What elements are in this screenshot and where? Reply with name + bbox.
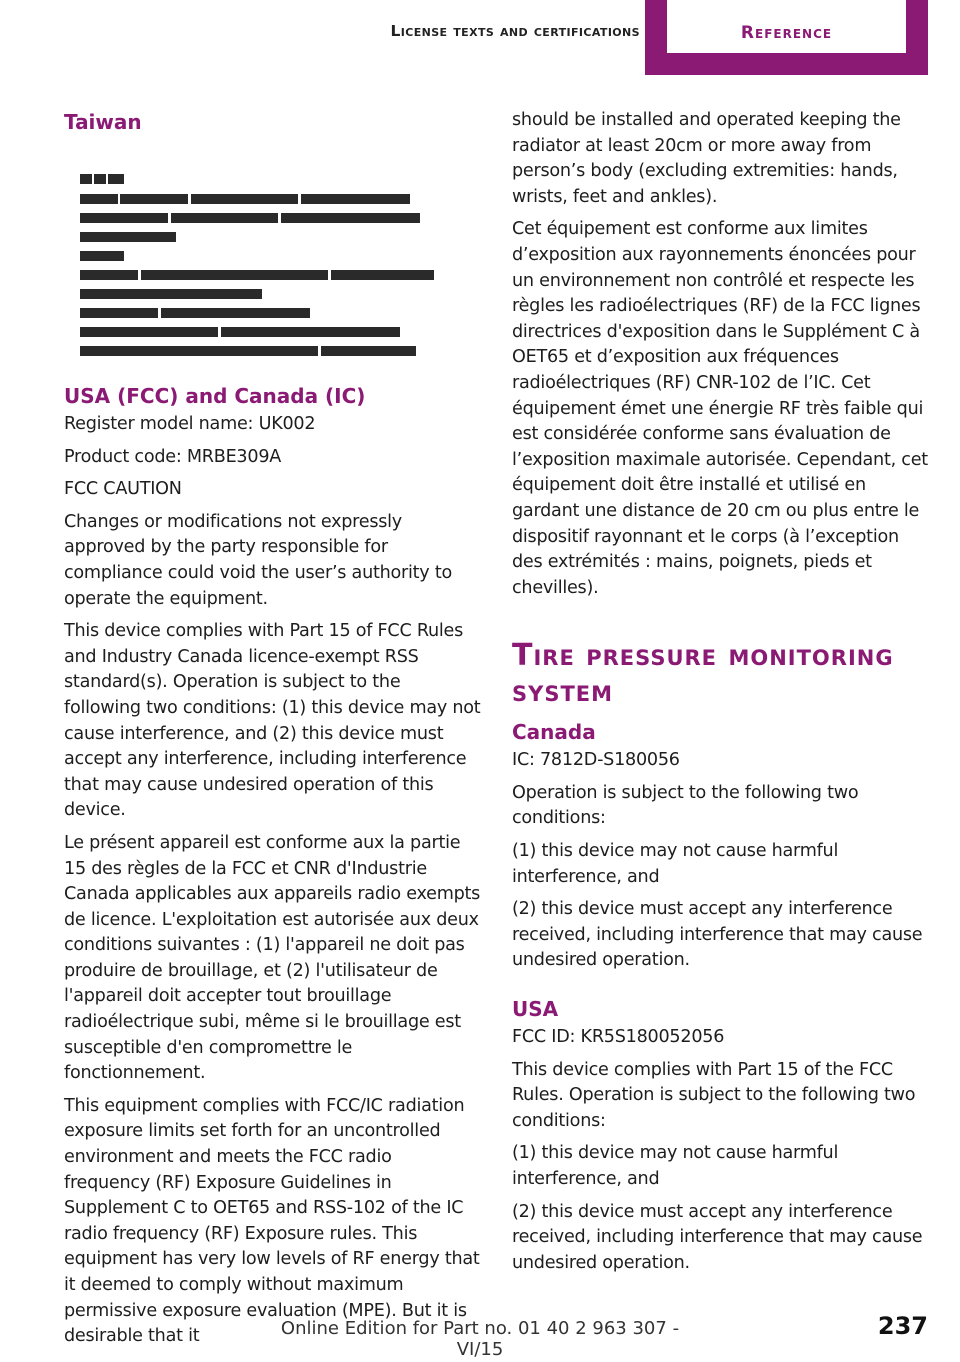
taiwan-heading: Taiwan (64, 110, 142, 134)
compliance-paragraph: This device complies with Part 15 of FCC Rules and Industry Canada licence-exempt RSS standard(s). Operation is subject to the following two conditions: (1) this device may not cause interference, and (2) this device must accept any interference, including interference that may cause undesired operation of this device. (64, 621, 481, 821)
canada-heading: Canada (512, 720, 596, 745)
register-model-name: Register model name: UK002 (64, 414, 316, 434)
changes-paragraph: Changes or modifications not expressly approved by the party responsible for compliance could void the user’s authority to operate the equipment. (64, 511, 452, 609)
radiation-continued-paragraph: should be installed and operated keeping the radiator at least 20cm or more away from person’s body (excluding extremities: hands, wrists, feet and ankles). (512, 110, 901, 207)
right-column (512, 108, 930, 1283)
page-number: 237 (877, 1312, 928, 1340)
online-edition-footer: Online Edition for Part no. 01 40 2 963 307 - VI/15 (280, 1318, 680, 1360)
usa-compliance-text: This device complies with Part 15 of the FCC Rules. Operation is subject to the following two conditions: (512, 1059, 916, 1131)
french-radiation-paragraph: Cet équipement est conforme aux limites d’exposition aux rayonnements énoncées pour un environnement non contrôlé et respecte les règles les radioélectriques (RF) de la FCC lignes directrices d'exposition dans le Supplément C à OET65 et d’exposition aux fréquences radioélectriques (RF) CNR-102 de l’IC. Cet équipement émet une énergie RF très faible qui est considérée conforme sans évaluation de l’exposition maximale autorisée. Cependant, cet équipement doit être installé et utilisé en gardant une distance de 20 cm ou plus entre le dispositif rayonnant et le corps (à l’exception des extrémités : mains, poignets, pieds et chevilles). (512, 219, 928, 598)
usa-heading: USA (512, 997, 559, 1022)
usa-canada-heading: USA (FCC) and Canada (IC) (64, 384, 366, 408)
reference-tab[interactable] (645, 0, 928, 75)
reference-tab-label: Reference (667, 0, 906, 53)
canada-operation-text: Operation is subject to the following two conditions: (512, 782, 859, 829)
canada-ic-number: IC: 7812D-S180056 (512, 750, 680, 771)
usa-condition-2: (2) this device must accept any interference received, including interference that may cause undesired operation. (512, 1201, 923, 1273)
product-code: Product code: MRBE309A (64, 446, 282, 467)
radiation-exposure-paragraph: This equipment complies with FCC/IC radiation exposure limits set forth for an uncontrolled environment and meets the FCC radio frequency (RF) Exposure Guidelines in Supplement C to OET65 and RSS-102 of the IC radio frequency (RF) Exposure rules. This equipment has very low levels of RF energy that it deemed to comply without maximum permissive exposure evaluation (MPE). But it is desirable that it (64, 1095, 480, 1347)
canada-condition-2: (2) this device must accept any interference received, including interference that may cause undesired operation. (512, 899, 923, 971)
section-title: License texts and certifications (390, 22, 640, 40)
taiwan-notice-image (78, 170, 438, 360)
taiwan-notice-graphic (78, 170, 438, 360)
canada-condition-1: (1) this device may not cause harmful interference, and (512, 841, 839, 887)
french-compliance-paragraph: Le présent appareil est conforme aux la partie 15 des règles de la FCC et CNR d'Industrie Canada applicables aux appareils radio exempts de licence. L'exploitation est autorisée aux deux conditions suivantes : (1) l'appareil ne doit pas produire de brouillage, et (2) l'utilisateur de l'appareil doit accepter tout brouillage radioélectrique subi, même si le brouillage est susceptible d'en compromettre le fonctionnement. (64, 832, 481, 1084)
usa-condition-1: (1) this device may not cause harmful interference, and (512, 1143, 839, 1189)
left-column (64, 108, 482, 1357)
fcc-caution: FCC CAUTION (64, 479, 182, 500)
tpms-heading: Tire pressure monitoring system (512, 638, 894, 710)
usa-fcc-id: FCC ID: KR5S180052056 (512, 1027, 725, 1048)
